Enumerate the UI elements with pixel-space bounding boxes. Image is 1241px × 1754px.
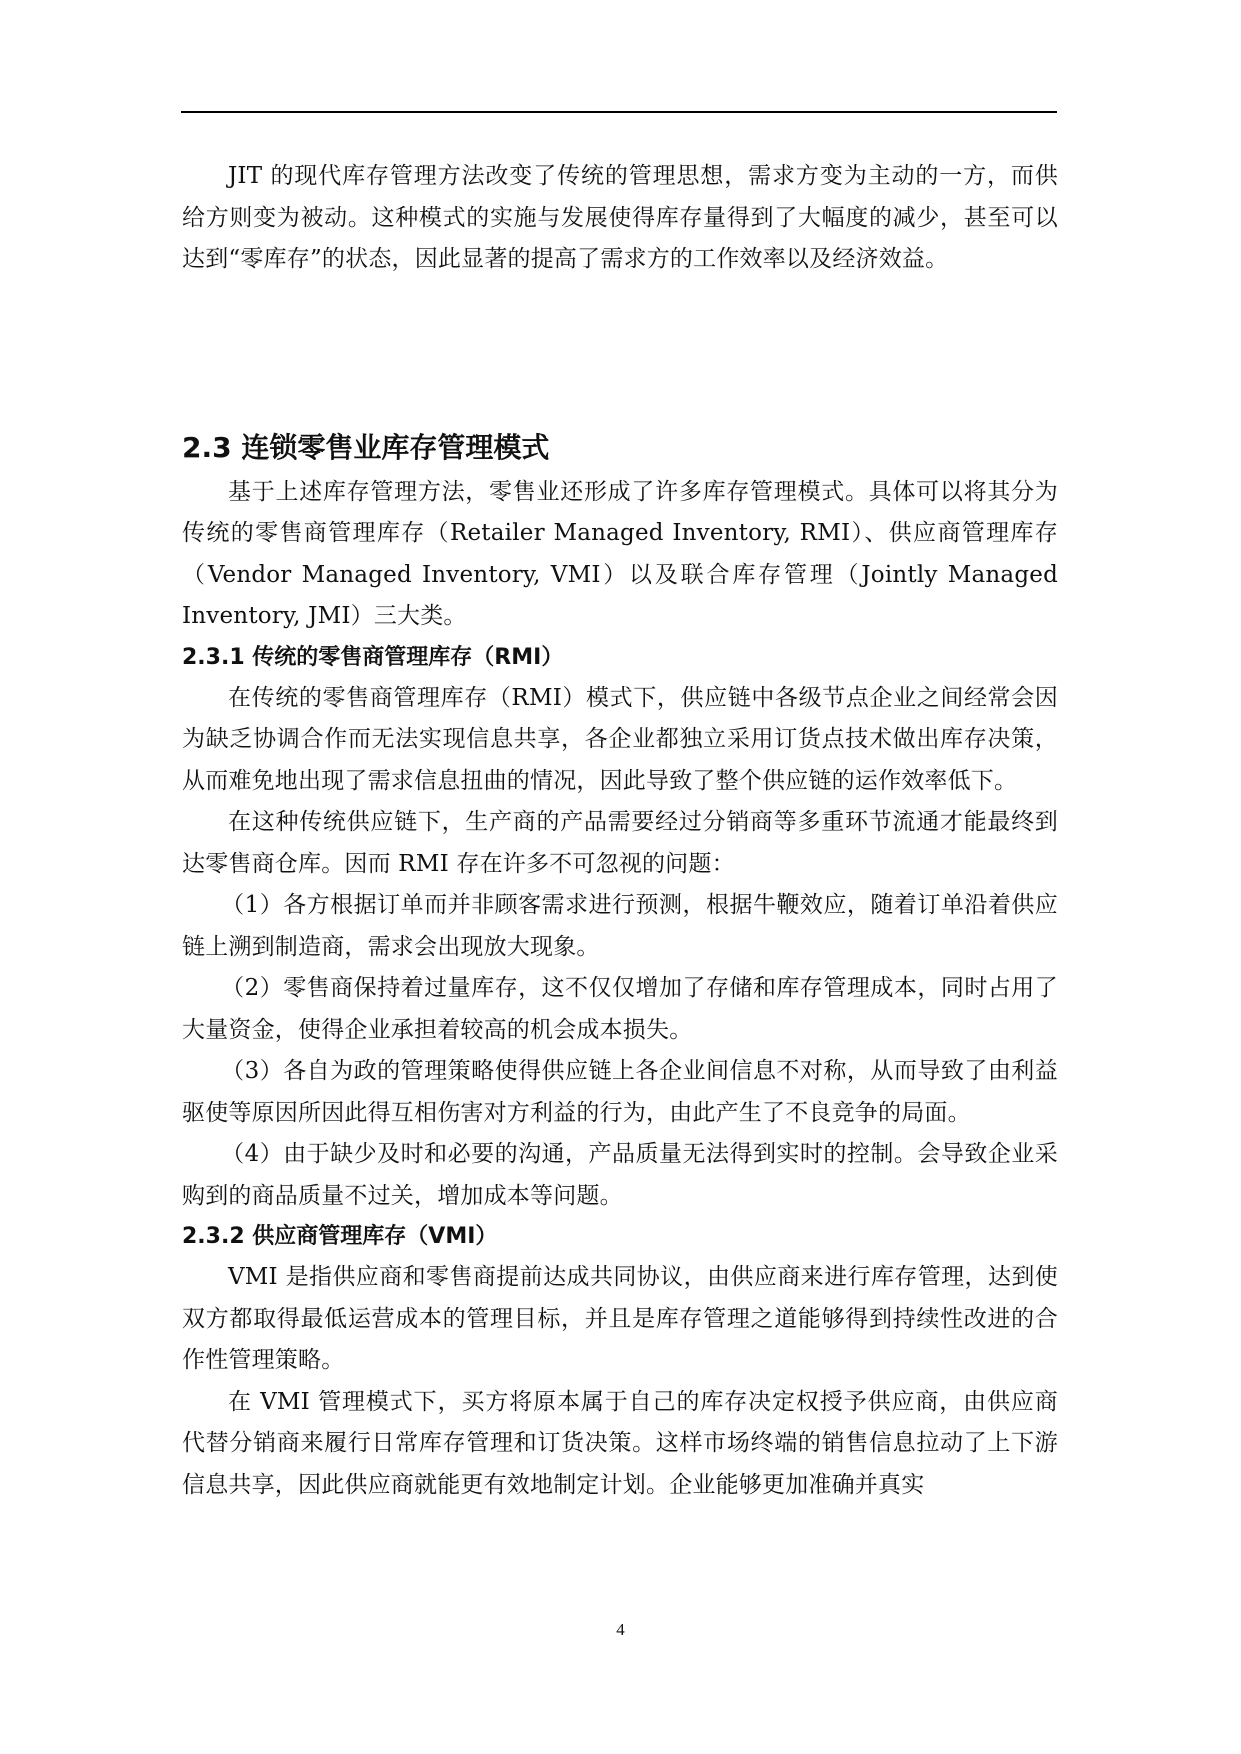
page-content [182, 156, 1058, 1506]
paragraph-rmi-2: 在这种传统供应链下，生产商的产品需要经过分销商等多重环节流通才能最终到达零售商仓库。因而 RMI 存在许多不可忽视的问题： [182, 809, 1058, 877]
paragraph-vmi-1: VMI 是指供应商和零售商提前达成共同协议，由供应商来进行库存管理，达到使双方都取得最低运营成本的管理目标，并且是库存管理之道能够得到持续性改进的合作性管理策略。 [182, 1264, 1058, 1373]
subsection-heading-2-3-1: 2.3.1 传统的零售商管理库存（RMI） [182, 644, 564, 670]
section-heading-2-3: 2.3 连锁零售业库存管理模式 [182, 430, 550, 464]
paragraph-jit: JIT 的现代库存管理方法改变了传统的管理思想，需求方变为主动的一方，而供给方则变为被动。这种模式的实施与发展使得库存量得到了大幅度的减少，甚至可以达到“零库存”的状态，因此显著的提高了需求方的工作效率以及经济效益。 [182, 163, 1058, 272]
section-gap [182, 281, 1058, 424]
list-item-rmi-4: （4）由于缺少及时和必要的沟通，产品质量无法得到实时的控制。会导致企业采购到的商品质量不过关，增加成本等问题。 [182, 1141, 1058, 1209]
page-number: 4 [616, 1620, 625, 1639]
subsection-heading-2-3-2: 2.3.2 供应商管理库存（VMI） [182, 1224, 498, 1249]
paragraph-intro: 基于上述库存管理方法，零售业还形成了许多库存管理模式。具体可以将其分为传统的零售商管理库存（Retailer Managed Inventory, RMI）、供应商管理库存（Vendor Managed Inventory, VMI）以及联合库存管理（Jointly Managed Inventory, JMI）三大类。 [182, 478, 1058, 629]
paragraph-vmi-2: 在 VMI 管理模式下，买方将原本属于自己的库存决定权授予供应商，由供应商代替分销商来履行日常库存管理和订货决策。这样市场终端的销售信息拉动了上下游信息共享，因此供应商就能更有效地制定计划。企业能够更加准确并真实 [182, 1388, 1058, 1498]
list-item-rmi-2: （2）零售商保持着过量库存，这不仅仅增加了存储和库存管理成本，同时占用了大量资金，使得企业承担着较高的机会成本损失。 [182, 975, 1058, 1043]
header-rule [181, 111, 1057, 113]
list-item-rmi-1: （1）各方根据订单而并非顾客需求进行预测，根据牛鞭效应，随着订单沿着供应链上溯到制造商，需求会出现放大现象。 [182, 892, 1058, 960]
list-item-rmi-3: （3）各自为政的管理策略使得供应链上各企业间信息不对称，从而导致了由利益驱使等原因所因此得互相伤害对方利益的行为，由此产生了不良竞争的局面。 [182, 1058, 1058, 1126]
paragraph-rmi-1: 在传统的零售商管理库存（RMI）模式下，供应链中各级节点企业之间经常会因为缺乏协调合作而无法实现信息共享，各企业都独立采用订货点技术做出库存决策，从而难免地出现了需求信息扭曲的情况，因此导致了整个供应链的运作效率低下。 [182, 684, 1058, 794]
